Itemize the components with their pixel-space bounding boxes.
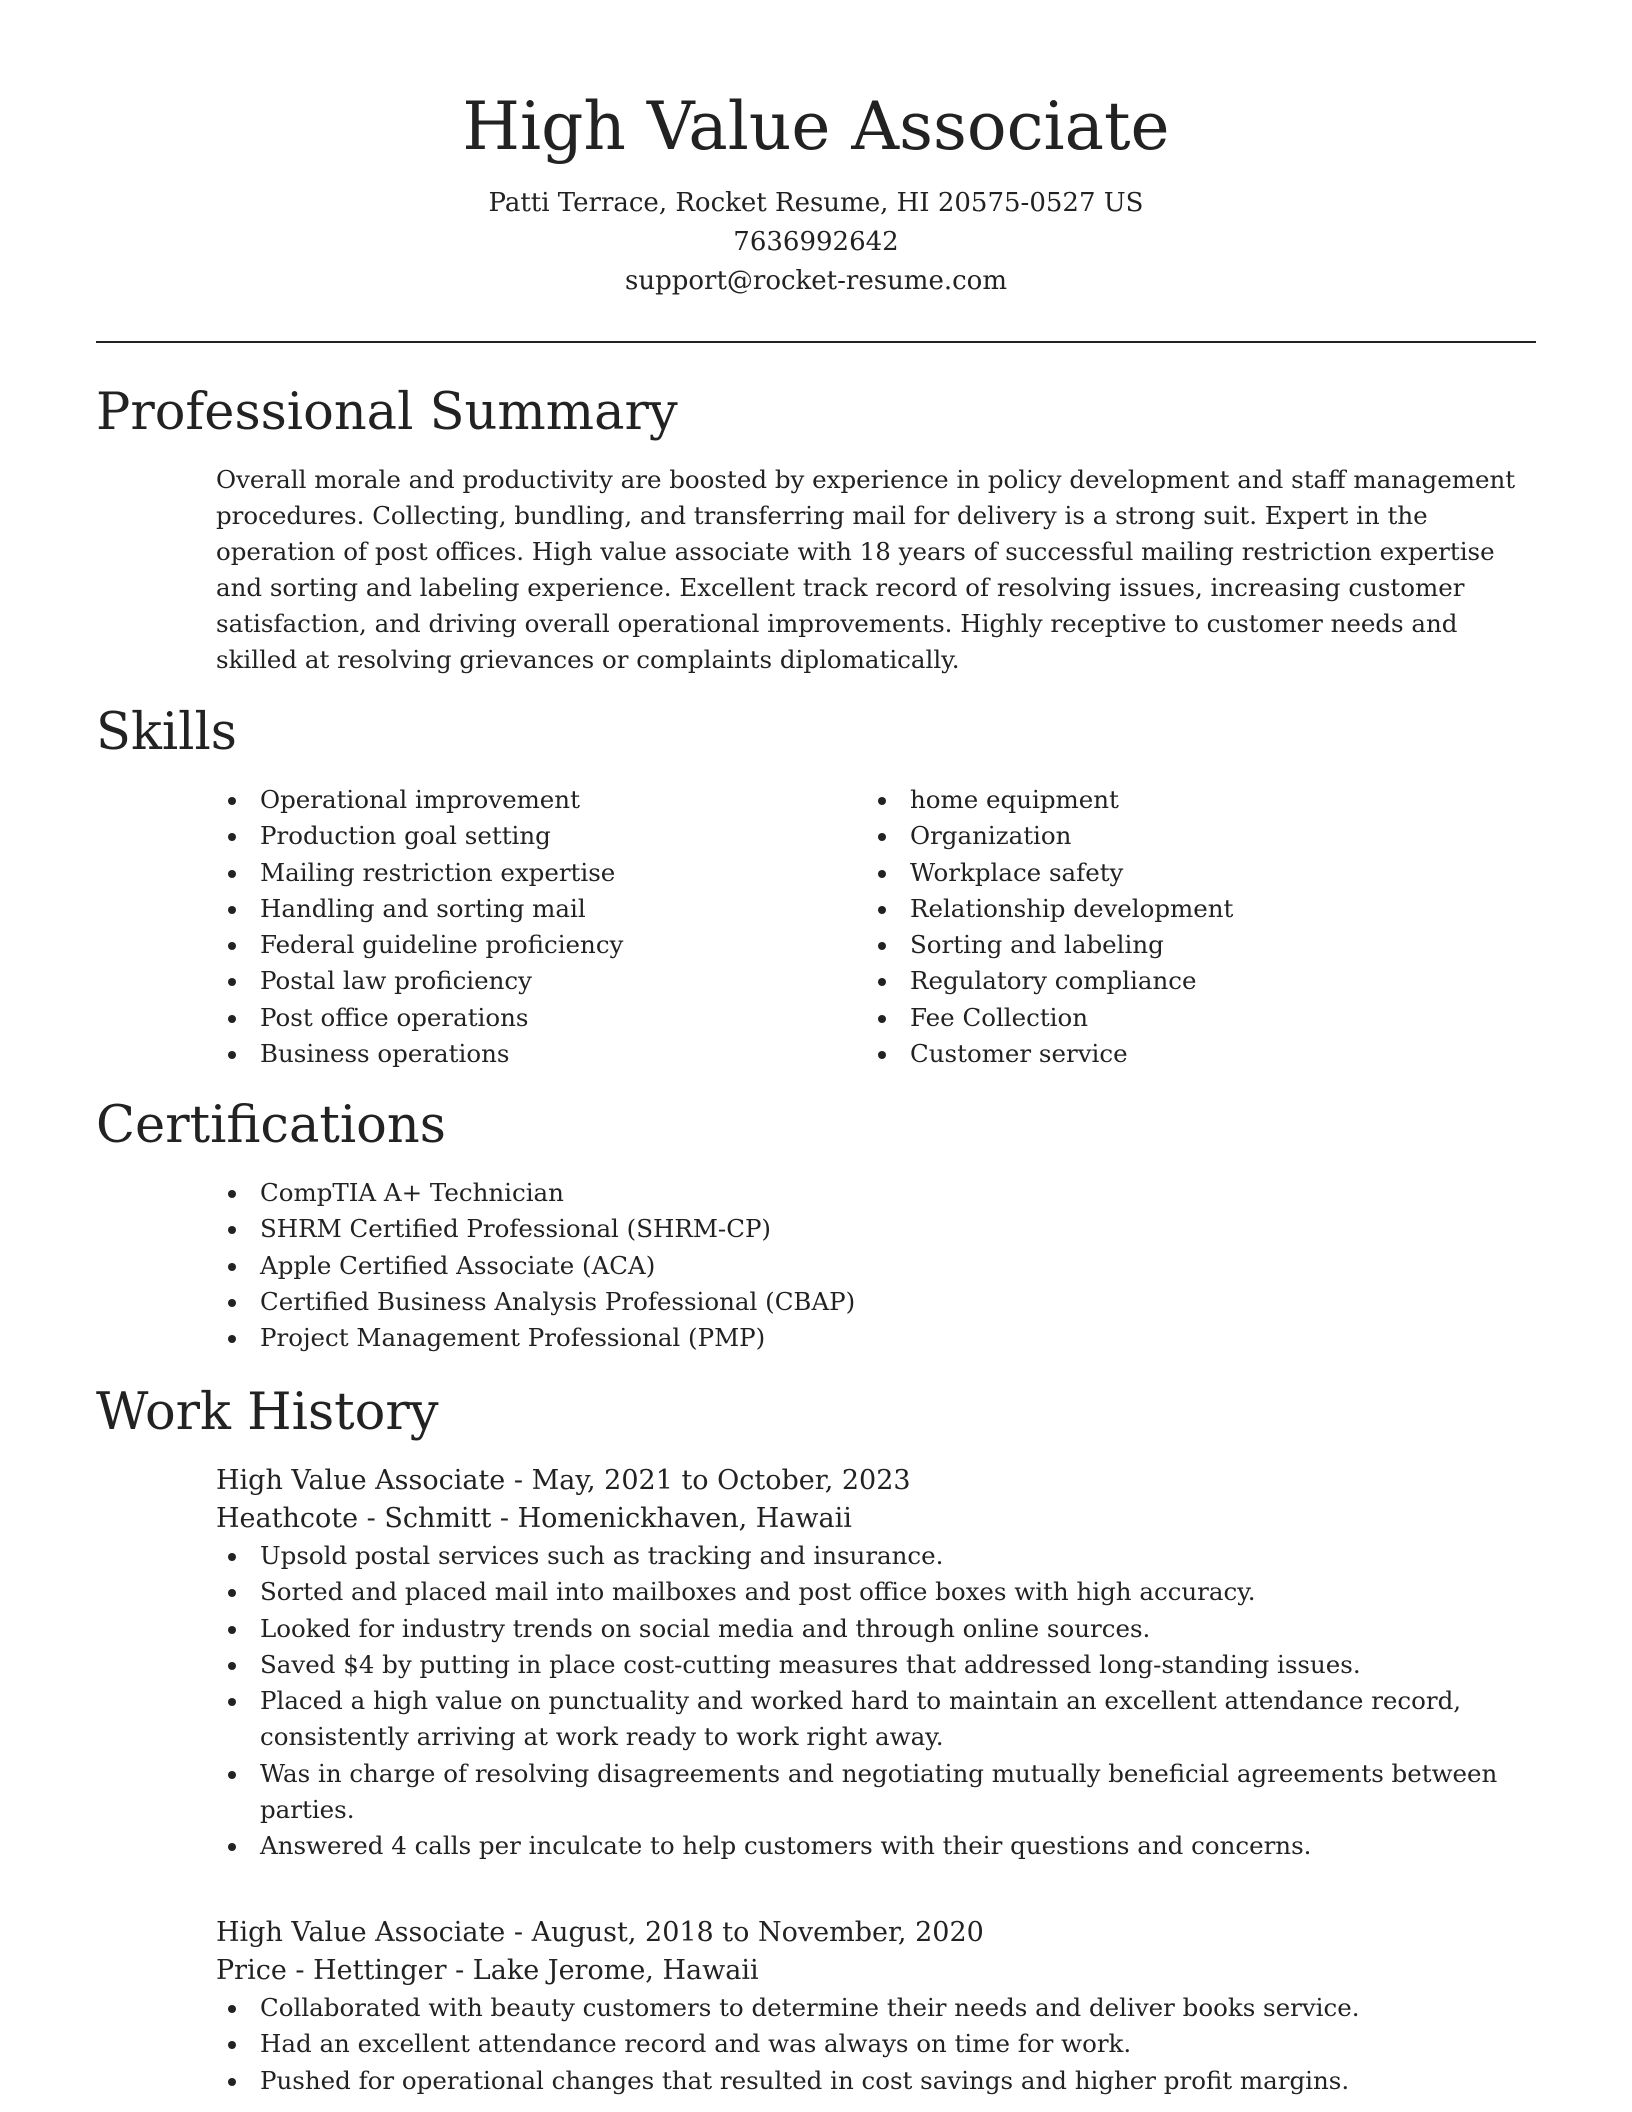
job-dates: - May, 2021 to October, 2023 xyxy=(505,1465,911,1496)
job-role-line xyxy=(216,1462,1536,1500)
resume-header xyxy=(0,80,1632,301)
candidate-name: High Value Associate xyxy=(462,88,1170,165)
list-item: Sorting and labeling xyxy=(866,927,1506,963)
job-location: - Homenickhaven, Hawaii xyxy=(491,1503,852,1534)
job-entry xyxy=(216,1462,1536,1865)
list-item: Mailing restriction expertise xyxy=(216,855,856,891)
certifications-list xyxy=(216,1175,1536,1356)
contact-block xyxy=(0,184,1632,301)
list-item: Certified Business Analysis Professional (CBAP) xyxy=(216,1284,1536,1320)
job-location: - Lake Jerome, Hawaii xyxy=(446,1955,759,1986)
list-item: Answered 4 calls per inculcate to help customers with their questions and concerns. xyxy=(216,1828,1536,1864)
certifications-title: Certifications xyxy=(96,1096,446,1155)
list-item: Post office operations xyxy=(216,1000,856,1036)
job-dates: - August, 2018 to November, 2020 xyxy=(505,1917,984,1948)
job-bullets xyxy=(216,1990,1536,2099)
list-item: Placed a high value on punctuality and worked hard to maintain an excellent attendance record, consistently arriving at work ready to work right away. xyxy=(216,1683,1536,1756)
list-item: Postal law proficiency xyxy=(216,963,856,999)
list-item: Had an excellent attendance record and was always on time for work. xyxy=(216,2026,1536,2062)
list-item: Regulatory compliance xyxy=(866,963,1506,999)
list-item: Organization xyxy=(866,818,1506,854)
summary-text: Overall morale and productivity are boosted by experience in policy development and staff management procedures. Collecting, bundling, and transferring mail for delivery is a strong suit. Expert in the operation of post offices. High value associate with 18 years of successful mailing restriction expertise and sorting and labeling experience. Excellent track record of resolving issues, increasing customer satisfaction, and driving overall operational improvements. Highly receptive to customer needs and skilled at resolving grievances or complaints diplomatically. xyxy=(216,465,1516,674)
list-item: home equipment xyxy=(866,782,1506,818)
list-item: Was in charge of resolving disagreements and negotiating mutually beneficial agreements between parties. xyxy=(216,1756,1536,1829)
list-item: Fee Collection xyxy=(866,1000,1506,1036)
job-role: High Value Associate xyxy=(216,1465,506,1496)
list-item: Operational improvement xyxy=(216,782,856,818)
list-item: Business operations xyxy=(216,1036,856,1072)
list-item: SHRM Certified Professional (SHRM-CP) xyxy=(216,1211,1536,1247)
job-company: Heathcote - Schmitt xyxy=(216,1503,492,1534)
address: Patti Terrace, Rocket Resume, HI 20575-0527 US xyxy=(488,188,1144,218)
work-history-title: Work History xyxy=(96,1383,439,1442)
list-item: Upsold postal services such as tracking and insurance. xyxy=(216,1538,1536,1574)
job-role-line xyxy=(216,1914,1536,1952)
list-item: Pushed for operational changes that resulted in cost savings and higher profit margins. xyxy=(216,2063,1536,2099)
list-item: CompTIA A+ Technician xyxy=(216,1175,1536,1211)
summary-title: Professional Summary xyxy=(96,383,678,442)
list-item: Workplace safety xyxy=(866,855,1506,891)
job-company-line xyxy=(216,1500,1536,1538)
job-entry xyxy=(216,1914,1536,2099)
skills-list-left xyxy=(216,782,856,1072)
list-item: Handling and sorting mail xyxy=(216,891,856,927)
list-item: Saved $4 by putting in place cost-cutting measures that addressed long-standing issues. xyxy=(216,1647,1536,1683)
job-bullets xyxy=(216,1538,1536,1865)
list-item: Production goal setting xyxy=(216,818,856,854)
job-role: High Value Associate xyxy=(216,1917,506,1948)
list-item: Apple Certified Associate (ACA) xyxy=(216,1248,1536,1284)
list-item: Project Management Professional (PMP) xyxy=(216,1320,1536,1356)
list-item: Customer service xyxy=(866,1036,1506,1072)
job-company-line xyxy=(216,1952,1536,1990)
phone: 7636992642 xyxy=(733,227,899,257)
list-item: Collaborated with beauty customers to determine their needs and deliver books service. xyxy=(216,1990,1536,2026)
list-item: Relationship development xyxy=(866,891,1506,927)
header-divider xyxy=(96,341,1536,343)
list-item: Looked for industry trends on social media and through online sources. xyxy=(216,1611,1536,1647)
list-item: Federal guideline proficiency xyxy=(216,927,856,963)
job-company: Price - Hettinger xyxy=(216,1955,447,1986)
skills-title: Skills xyxy=(96,703,237,762)
list-item: Sorted and placed mail into mailboxes and post office boxes with high accuracy. xyxy=(216,1574,1536,1610)
email: support@rocket-resume.com xyxy=(624,266,1007,296)
skills-list-right xyxy=(866,782,1506,1072)
